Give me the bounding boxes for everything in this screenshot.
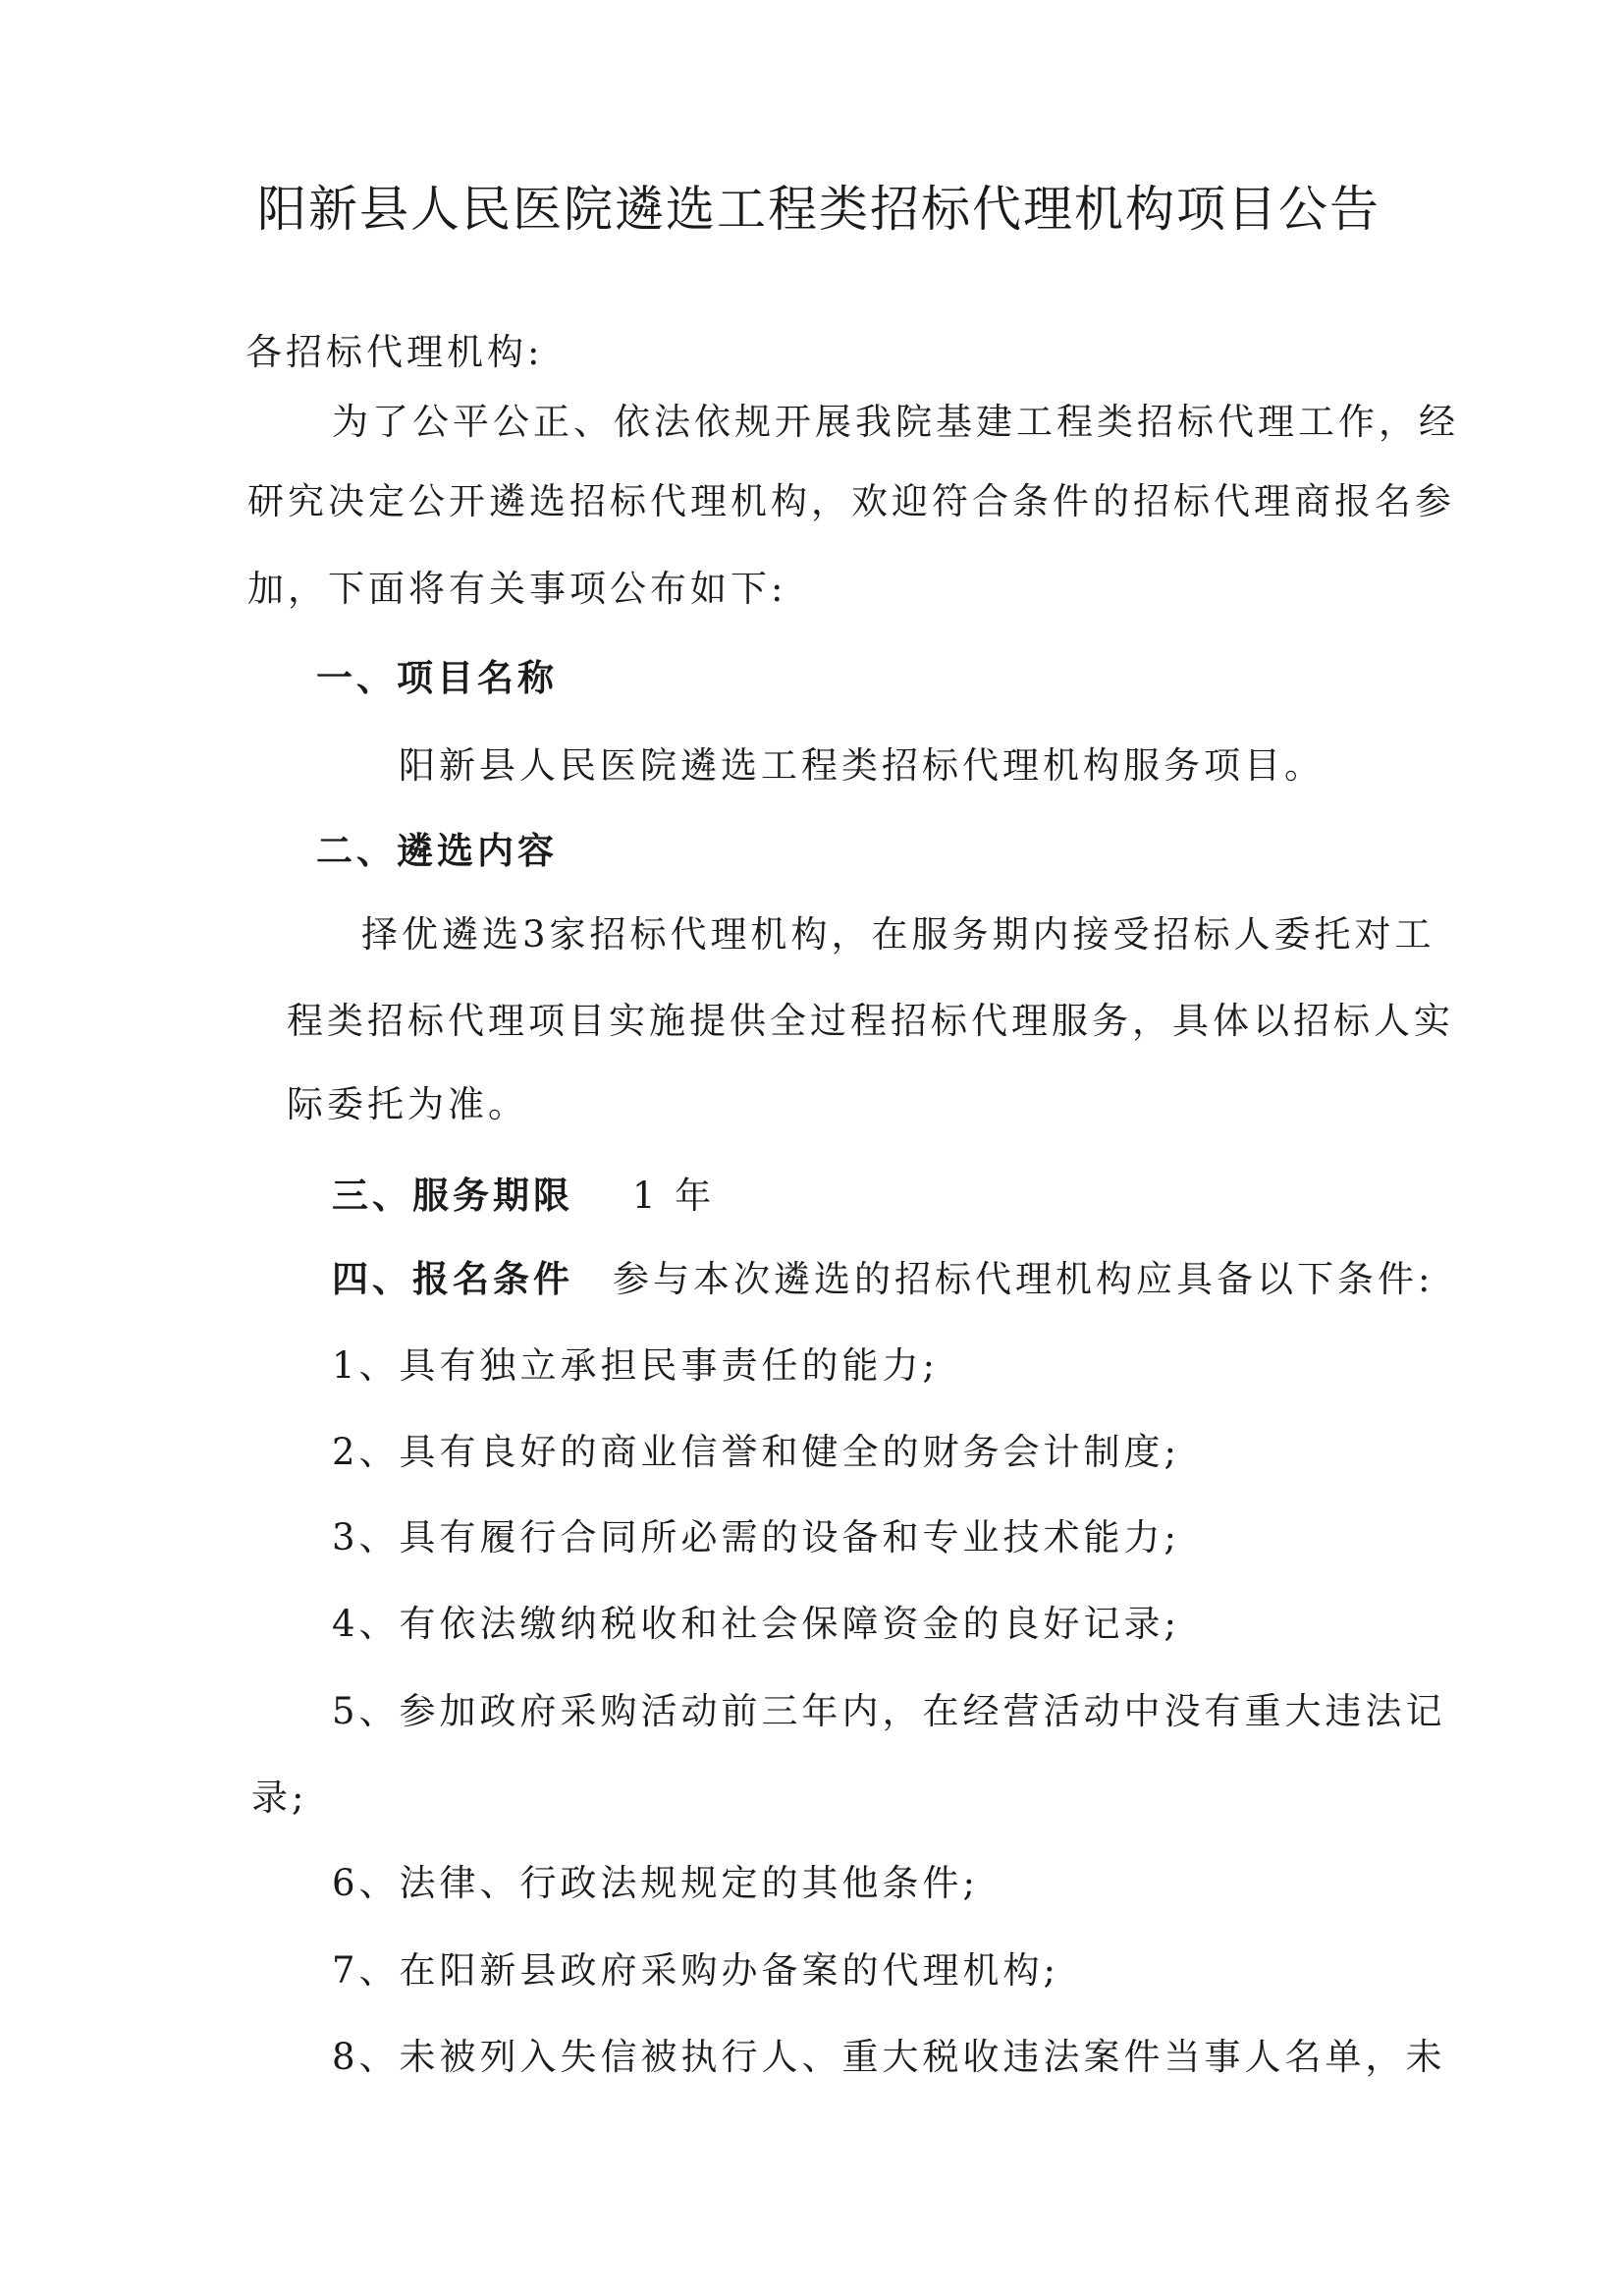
document-title: 阳新县人民医院遴选工程类招标代理机构项目公告 (257, 181, 1380, 238)
section1-body: 阳新县人民医院遴选工程类招标代理机构服务项目。 (399, 744, 1325, 787)
section2-heading: 二、遴选内容 (316, 829, 558, 872)
intro-line-2: 研究决定公开遴选招标代理机构，欢迎符合条件的招标代理商报名参 (247, 480, 1455, 522)
condition-item-3: 3、具有履行合同所必需的设备和专业技术能力; (332, 1516, 1181, 1558)
condition-item-6: 6、法律、行政法规规定的其他条件; (332, 1862, 980, 1904)
section3-row (332, 1171, 715, 1221)
condition-item-2: 2、具有良好的商业信誉和健全的财务会计制度; (332, 1431, 1181, 1473)
salutation: 各招标代理机构: (245, 331, 544, 373)
condition-item-5-cont: 录; (251, 1777, 308, 1819)
section3-value: 1 年 (632, 1175, 716, 1217)
intro-line-1: 为了公平公正、依法依规开展我院基建工程类招标代理工作，经 (332, 401, 1459, 443)
section2-body-line-1: 择优遴选3家招标代理机构，在服务期内接受招标人委托对工 (361, 913, 1435, 956)
intro-line-3: 加，下面将有关事项公布如下: (247, 568, 787, 610)
section3-heading: 三、服务期限 (332, 1174, 573, 1217)
condition-item-8: 8、未被列入失信被执行人、重大税收违法案件当事人名单，未 (332, 2036, 1446, 2078)
section4-lead: 参与本次遴选的招标代理机构应具备以下条件: (613, 1258, 1435, 1300)
section4-row (332, 1254, 1434, 1304)
condition-item-5: 5、参加政府采购活动前三年内，在经营活动中没有重大违法记 (332, 1690, 1446, 1732)
section4-heading: 四、报名条件 (332, 1257, 573, 1300)
section2-body-line-3: 际委托为准。 (287, 1083, 528, 1125)
condition-item-4: 4、有依法缴纳税收和社会保障资金的良好记录; (332, 1603, 1181, 1645)
condition-item-7: 7、在阳新县政府采购办备案的代理机构; (332, 1949, 1060, 1992)
condition-item-1: 1、具有独立承担民事责任的能力; (332, 1344, 940, 1387)
section1-heading: 一、项目名称 (316, 656, 558, 699)
section2-body-line-2: 程类招标代理项目实施提供全过程招标代理服务，具体以招标人实 (287, 1000, 1454, 1042)
